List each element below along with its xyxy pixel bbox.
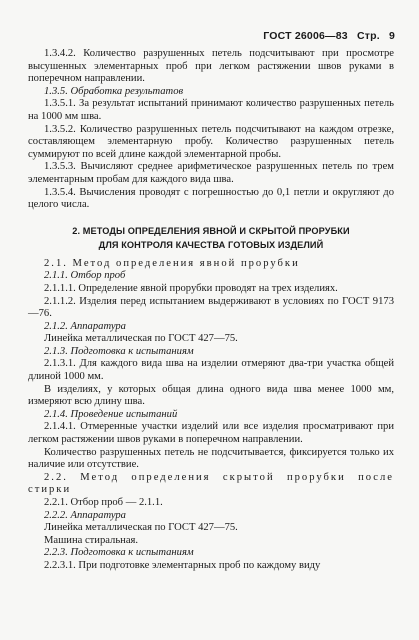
paragraph: 1.3.5.2. Количество разрушенных петель подсчитывают на каждом отрезке, составляющем элементарную пробу. Количество разрушенных петель суммируют по всей длине каждой элементарной пробы. [28, 123, 394, 160]
paragraph: 1.3.5.1. За результат испытаний принимают количество разрушенных петель на 1000 мм шва. [28, 98, 394, 122]
paragraph: 2.2.3.1. При подготовке элементарных проб по каждому виду [44, 559, 321, 571]
paragraph: В изделиях, у которых общая длина одного вида шва менее 1000 мм, измеряют всю длину шва. [28, 383, 394, 408]
section-title-line-2: ДЛЯ КОНТРОЛЯ КАЧЕСТВА ГОТОВЫХ ИЗДЕЛИЙ [98, 239, 324, 250]
paragraph: 2.1.4.1. Отмеренные участки изделий или все изделия просматривают при легком растяжении швов руками в поперечном направлении. [28, 421, 394, 446]
paragraph: 2.1.1.1. Определение явной прорубки проводят на трех изделиях. [44, 282, 338, 294]
method-heading: 2.1. Метод определения явной прорубки [44, 257, 300, 269]
page-number: 9 [388, 30, 395, 42]
subsection-heading: 2.1.2. Аппаратура [44, 320, 126, 332]
page-label: Стр. [356, 30, 380, 42]
paragraph: Машина стиральная. [44, 534, 139, 546]
subsection-heading: 2.2.2. Аппаратура [44, 509, 126, 521]
subsection-heading: 2.1.1. Отбор проб [44, 270, 126, 282]
spacer [28, 212, 394, 224]
paragraph: 2.1.3.1. Для каждого вида шва на изделии отмеряют два-три участка общей длиной 1000 мм. [28, 358, 394, 383]
paragraph: Линейка металлическая по ГОСТ 427—75. [44, 333, 238, 345]
paragraph: 2.2.1. Отбор проб — 2.1.1. [44, 497, 163, 508]
method-heading: 2.2. Метод определения скрытой прорубки после стирки [28, 471, 394, 496]
paragraph: 2.1.1.2. Изделия перед испытанием выдерживают в условиях по ГОСТ 9173—76. [28, 295, 394, 320]
page-header [257, 30, 395, 42]
section-title-line-1: 2. МЕТОДЫ ОПРЕДЕЛЕНИЯ ЯВНОЙ И СКРЫТОЙ ПРОРУБКИ [72, 225, 350, 236]
paragraph: 1.3.5.3. Вычисляют среднее арифметическое разрушенных петель по трем элементарным пробам для каждого вида шва. [28, 161, 394, 185]
paragraph: 1.3.5.4. Вычисления проводят с погрешностью до 0,1 петли и округляют до целого числа. [28, 186, 394, 211]
subsection-heading: 2.1.3. Подготовка к испытаниям [44, 345, 194, 357]
subsection-heading: 1.3.5. Обработка результатов [44, 85, 184, 97]
paragraph: Линейка металлическая по ГОСТ 427—75. [44, 522, 238, 534]
subsection-heading: 2.1.4. Проведение испытаний [44, 408, 178, 420]
paragraph: 1.3.4.2. Количество разрушенных петель подсчитывают при просмотре высушенных элементарных проб при легком растяжении швов руками в поперечном направлении. [28, 48, 394, 85]
document-body [28, 48, 394, 573]
standard-number: ГОСТ 26006—83 [263, 30, 348, 42]
subsection-heading: 2.2.3. Подготовка к испытаниям [44, 547, 194, 559]
paragraph: Количество разрушенных петель не подсчитывается, фиксируется только их наличие или отсутствие. [28, 446, 394, 471]
